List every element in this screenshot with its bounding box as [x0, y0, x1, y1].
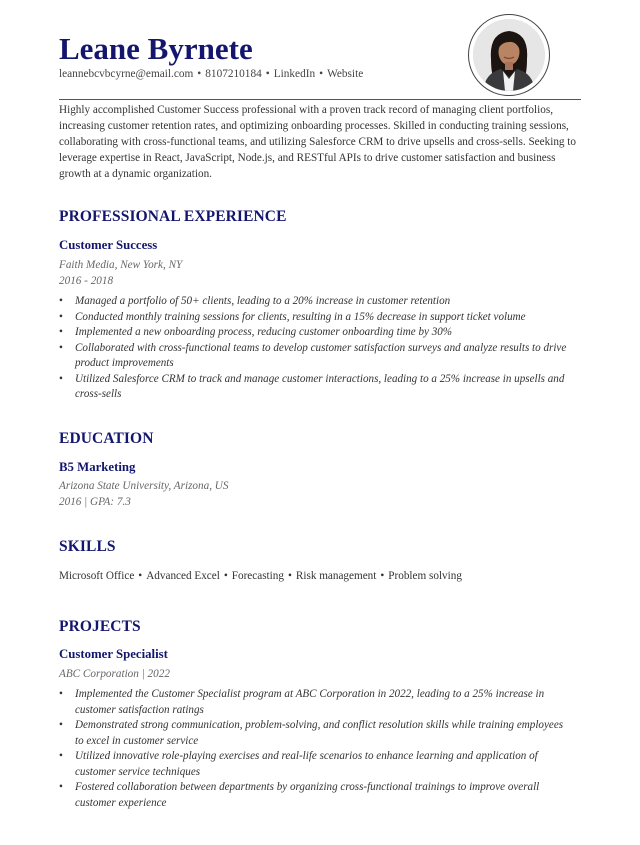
contact-line — [59, 68, 363, 80]
skill-item: Forecasting — [231, 570, 284, 582]
skill-item: Microsoft Office — [59, 570, 135, 582]
professional-summary: Highly accomplished Customer Success professional with a proven track record of managing client portfolios, increasing customer retention rates, and optimizing onboarding processes. Skilled in conducting training sessions, collaborating with cross-functional teams, and utilizing Salesforce CRM to drive upsells and cross-sells. Seeking to leverage expertise in React, JavaScript, Node.js, and RESTful APIs to drive customer satisfaction and business growth at a dynamic organization. — [59, 104, 577, 180]
experience-role: Customer Success — [59, 238, 158, 252]
separator: • — [380, 570, 385, 582]
project-org: ABC Corporation | 2022 — [59, 668, 170, 680]
list-item: • Implemented a new onboarding process, reducing customer onboarding time by 30% — [59, 325, 570, 341]
experience-company: Faith Media, New York, NY — [59, 259, 183, 271]
separator: • — [287, 570, 292, 582]
project-bullets — [59, 687, 581, 811]
candidate-name: Leane Byrnete — [59, 31, 253, 66]
experience-heading: PROFESSIONAL EXPERIENCE — [59, 208, 287, 225]
linkedin-link[interactable]: LinkedIn — [273, 68, 316, 80]
projects-heading: PROJECTS — [59, 618, 141, 635]
resume-header — [59, 0, 581, 100]
skill-item: Advanced Excel — [146, 570, 220, 582]
separator: • — [319, 68, 324, 80]
profile-photo — [473, 19, 545, 91]
experience-dates: 2016 - 2018 — [59, 275, 114, 287]
education-heading: EDUCATION — [59, 430, 154, 447]
website-link[interactable]: Website — [327, 68, 364, 80]
portrait-illustration — [473, 19, 545, 91]
list-item: • Conducted monthly training sessions for clients, resulting in a 15% decrease in support ticket volume — [59, 310, 570, 326]
skill-item: Problem solving — [388, 570, 462, 582]
list-item: • Demonstrated strong communication, problem-solving, and conflict resolution skills while training employees to excel in customer service — [59, 718, 570, 749]
email-link[interactable]: leannebcvbcyrne@email.com — [59, 68, 194, 80]
education-details: 2016 | GPA: 7.3 — [59, 496, 131, 508]
skill-item: Risk management — [295, 570, 377, 582]
separator: • — [197, 68, 202, 80]
header-divider — [59, 99, 581, 100]
education-degree: B5 Marketing — [59, 460, 136, 474]
skills-heading: SKILLS — [59, 538, 116, 555]
profile-photo-frame — [468, 14, 550, 96]
separator: • — [265, 68, 270, 80]
experience-bullets — [59, 294, 581, 403]
resume-page — [59, 0, 581, 809]
list-item: • Utilized Salesforce CRM to track and manage customer interactions, leading to a 25% increase in upsells and cross-sells — [59, 372, 570, 403]
project-title: Customer Specialist — [59, 647, 168, 661]
education-school: Arizona State University, Arizona, US — [59, 480, 229, 492]
separator: • — [223, 570, 228, 582]
list-item: • Fostered collaboration between departments by organizing cross-functional trainings to improve overall customer experience — [59, 780, 570, 811]
skills-list — [59, 570, 462, 582]
list-item: • Managed a portfolio of 50+ clients, leading to a 20% increase in customer retention — [59, 294, 570, 310]
phone-number: 8107210184 — [205, 68, 262, 80]
list-item: • Collaborated with cross-functional teams to develop customer satisfaction surveys and analyze results to drive product improvements — [59, 341, 570, 372]
list-item: • Utilized innovative role-playing exercises and real-life scenarios to enhance learning and application of customer service techniques — [59, 749, 570, 780]
separator: • — [138, 570, 143, 582]
list-item: • Implemented the Customer Specialist program at ABC Corporation in 2022, leading to a 25% increase in customer satisfaction ratings — [59, 687, 570, 718]
